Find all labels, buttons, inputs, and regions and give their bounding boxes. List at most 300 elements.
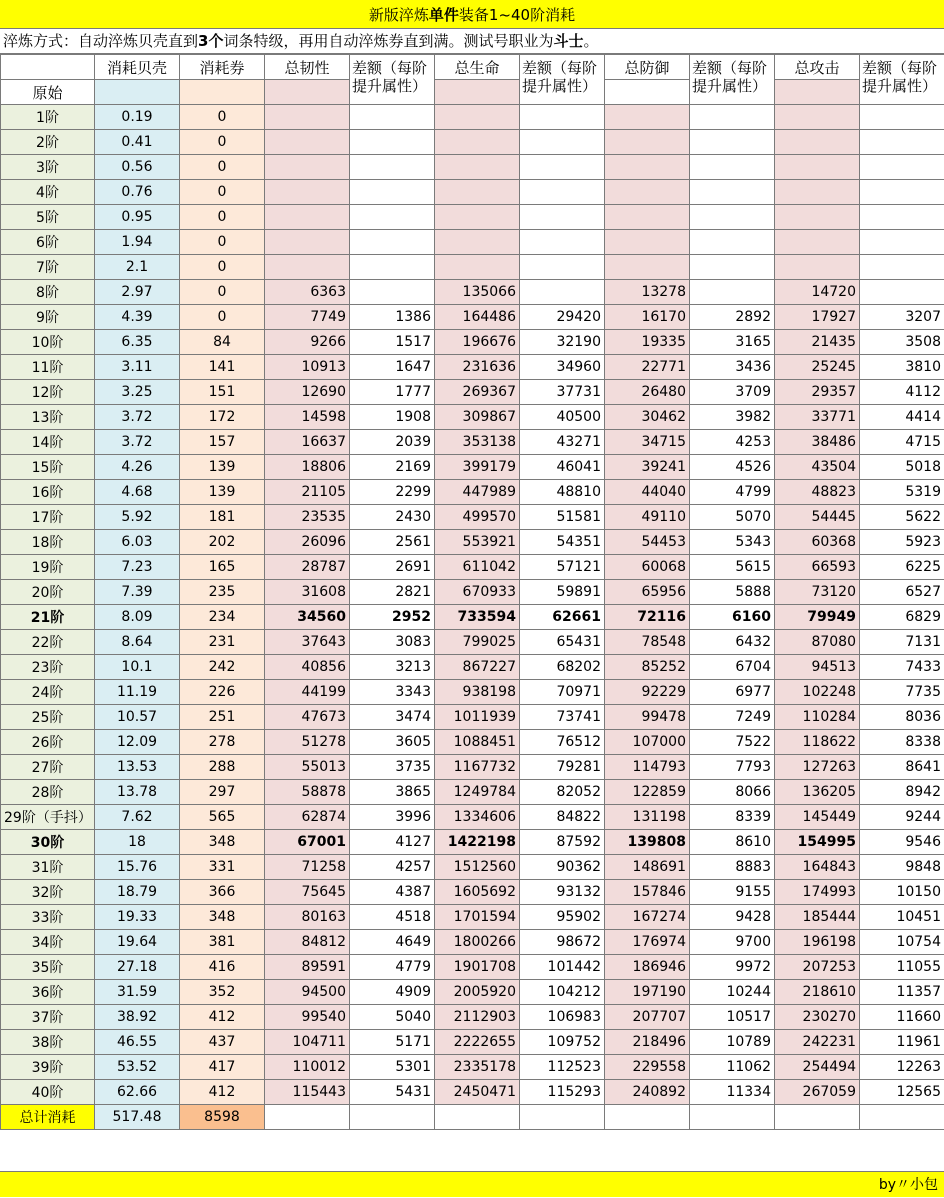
life-cell: 1701594 <box>435 905 520 930</box>
shell-cell: 13.53 <box>95 755 180 780</box>
toughness-cell: 94500 <box>265 980 350 1005</box>
defense-cell: 78548 <box>605 630 690 655</box>
attack-cell: 207253 <box>775 955 860 980</box>
toughness-cell: 6363 <box>265 280 350 305</box>
attack-cell: 174993 <box>775 880 860 905</box>
toughness-diff-cell: 3474 <box>350 705 435 730</box>
life-diff-cell: 32190 <box>520 330 605 355</box>
life-cell: 196676 <box>435 330 520 355</box>
totals-shell: 517.48 <box>95 1105 180 1130</box>
level-cell: 26阶 <box>1 730 95 755</box>
table-row <box>1 330 944 355</box>
level-cell: 19阶 <box>1 555 95 580</box>
defense-diff-cell: 8339 <box>690 805 775 830</box>
defense-diff-cell: 10244 <box>690 980 775 1005</box>
attack-diff-cell: 10451 <box>860 905 944 930</box>
toughness-cell <box>265 205 350 230</box>
level-cell: 39阶 <box>1 1055 95 1080</box>
life-diff-cell: 90362 <box>520 855 605 880</box>
toughness-diff-cell: 5040 <box>350 1005 435 1030</box>
table-row <box>1 580 944 605</box>
defense-cell: 131198 <box>605 805 690 830</box>
life-diff-cell: 46041 <box>520 455 605 480</box>
shell-cell: 27.18 <box>95 955 180 980</box>
defense-diff-cell: 10789 <box>690 1030 775 1055</box>
defense-cell: 240892 <box>605 1080 690 1105</box>
life-diff-cell: 51581 <box>520 505 605 530</box>
toughness-cell <box>265 155 350 180</box>
toughness-diff-cell: 2952 <box>350 605 435 630</box>
toughness-diff-cell <box>350 155 435 180</box>
shell-cell: 4.26 <box>95 455 180 480</box>
defense-cell: 107000 <box>605 730 690 755</box>
attack-cell: 218610 <box>775 980 860 1005</box>
coupon-cell: 235 <box>180 580 265 605</box>
table-row <box>1 605 944 630</box>
attack-cell: 33771 <box>775 405 860 430</box>
life-diff-cell: 93132 <box>520 880 605 905</box>
defense-cell: 148691 <box>605 855 690 880</box>
table-row <box>1 630 944 655</box>
toughness-diff-cell: 1777 <box>350 380 435 405</box>
level-cell: 40阶 <box>1 1080 95 1105</box>
toughness-cell: 58878 <box>265 780 350 805</box>
shell-cell: 0.19 <box>95 105 180 130</box>
level-cell: 14阶 <box>1 430 95 455</box>
toughness-diff-cell: 5171 <box>350 1030 435 1055</box>
toughness-diff-cell <box>350 130 435 155</box>
toughness-diff-cell <box>350 255 435 280</box>
defense-cell: 44040 <box>605 480 690 505</box>
attack-cell: 118622 <box>775 730 860 755</box>
shell-cell: 46.55 <box>95 1030 180 1055</box>
toughness-cell: 55013 <box>265 755 350 780</box>
toughness-cell: 26096 <box>265 530 350 555</box>
attack-cell: 25245 <box>775 355 860 380</box>
coupon-cell: 151 <box>180 380 265 405</box>
toughness-cell <box>265 105 350 130</box>
life-cell: 1512560 <box>435 855 520 880</box>
attack-diff-cell: 10150 <box>860 880 944 905</box>
header-coupon: 消耗券 <box>180 55 265 80</box>
coupon-cell: 0 <box>180 255 265 280</box>
toughness-diff-cell: 1908 <box>350 405 435 430</box>
table-row <box>1 955 944 980</box>
table-row <box>1 1080 944 1105</box>
life-diff-cell: 106983 <box>520 1005 605 1030</box>
life-cell: 867227 <box>435 655 520 680</box>
attack-diff-cell: 12263 <box>860 1055 944 1080</box>
toughness-cell <box>265 230 350 255</box>
coupon-cell: 157 <box>180 430 265 455</box>
shell-cell: 53.52 <box>95 1055 180 1080</box>
attack-diff-cell <box>860 205 944 230</box>
level-cell: 23阶 <box>1 655 95 680</box>
attack-diff-cell: 5319 <box>860 480 944 505</box>
attack-cell: 48823 <box>775 480 860 505</box>
title-suffix: 装备1~40阶消耗 <box>459 4 575 25</box>
defense-diff-cell: 6977 <box>690 680 775 705</box>
level-cell: 34阶 <box>1 930 95 955</box>
life-diff-cell: 82052 <box>520 780 605 805</box>
toughness-cell: 71258 <box>265 855 350 880</box>
life-cell: 799025 <box>435 630 520 655</box>
toughness-diff-cell: 5431 <box>350 1080 435 1105</box>
life-cell: 447989 <box>435 480 520 505</box>
totals-empty-cell <box>350 1105 435 1130</box>
attack-cell <box>775 105 860 130</box>
life-diff-cell: 98672 <box>520 930 605 955</box>
toughness-diff-cell: 1517 <box>350 330 435 355</box>
shell-cell: 1.94 <box>95 230 180 255</box>
life-diff-cell: 62661 <box>520 605 605 630</box>
toughness-cell: 7749 <box>265 305 350 330</box>
table-row <box>1 205 944 230</box>
defense-diff-cell: 9428 <box>690 905 775 930</box>
defense-cell: 176974 <box>605 930 690 955</box>
attack-cell <box>775 180 860 205</box>
defense-cell: 22771 <box>605 355 690 380</box>
attack-diff-cell <box>860 155 944 180</box>
level-cell: 30阶 <box>1 830 95 855</box>
table-row <box>1 255 944 280</box>
defense-diff-cell: 4526 <box>690 455 775 480</box>
attack-cell: 254494 <box>775 1055 860 1080</box>
shell-cell: 19.64 <box>95 930 180 955</box>
attack-cell: 60368 <box>775 530 860 555</box>
defense-cell: 157846 <box>605 880 690 905</box>
defense-cell: 16170 <box>605 305 690 330</box>
defense-diff-cell: 3436 <box>690 355 775 380</box>
toughness-diff-cell: 3996 <box>350 805 435 830</box>
defense-diff-cell: 7793 <box>690 755 775 780</box>
coupon-cell: 366 <box>180 880 265 905</box>
defense-cell <box>605 230 690 255</box>
defense-cell <box>605 105 690 130</box>
toughness-cell: 10913 <box>265 355 350 380</box>
life-cell: 1088451 <box>435 730 520 755</box>
life-diff-cell: 76512 <box>520 730 605 755</box>
attack-cell <box>775 130 860 155</box>
level-cell: 27阶 <box>1 755 95 780</box>
life-diff-cell: 54351 <box>520 530 605 555</box>
life-cell: 2450471 <box>435 1080 520 1105</box>
level-cell: 13阶 <box>1 405 95 430</box>
attack-cell: 79949 <box>775 605 860 630</box>
defense-cell: 186946 <box>605 955 690 980</box>
toughness-diff-cell: 3605 <box>350 730 435 755</box>
attack-diff-cell: 9848 <box>860 855 944 880</box>
level-cell: 10阶 <box>1 330 95 355</box>
life-cell: 1334606 <box>435 805 520 830</box>
life-diff-cell <box>520 155 605 180</box>
table-row <box>1 405 944 430</box>
life-diff-cell: 112523 <box>520 1055 605 1080</box>
defense-diff-cell: 2892 <box>690 305 775 330</box>
level-cell: 22阶 <box>1 630 95 655</box>
shell-cell: 5.92 <box>95 505 180 530</box>
coupon-cell: 139 <box>180 480 265 505</box>
table-row <box>1 705 944 730</box>
toughness-diff-cell: 2430 <box>350 505 435 530</box>
coupon-cell: 348 <box>180 905 265 930</box>
life-diff-cell <box>520 230 605 255</box>
table-row <box>1 830 944 855</box>
shell-cell: 10.1 <box>95 655 180 680</box>
level-cell: 1阶 <box>1 105 95 130</box>
attack-diff-cell: 3508 <box>860 330 944 355</box>
header-blank <box>1 55 95 80</box>
level-cell: 35阶 <box>1 955 95 980</box>
life-cell: 309867 <box>435 405 520 430</box>
attack-diff-cell <box>860 180 944 205</box>
life-diff-cell <box>520 130 605 155</box>
toughness-diff-cell <box>350 230 435 255</box>
attack-diff-cell: 9244 <box>860 805 944 830</box>
sheet-title <box>0 0 944 29</box>
defense-diff-cell: 8883 <box>690 855 775 880</box>
life-cell <box>435 155 520 180</box>
toughness-diff-cell: 3735 <box>350 755 435 780</box>
shell-cell: 0.76 <box>95 180 180 205</box>
coupon-cell: 352 <box>180 980 265 1005</box>
coupon-cell: 412 <box>180 1005 265 1030</box>
life-diff-cell: 115293 <box>520 1080 605 1105</box>
attack-diff-cell <box>860 130 944 155</box>
level-cell: 8阶 <box>1 280 95 305</box>
defense-diff-cell: 8610 <box>690 830 775 855</box>
life-cell: 1011939 <box>435 705 520 730</box>
life-cell: 2005920 <box>435 980 520 1005</box>
life-diff-cell: 73741 <box>520 705 605 730</box>
defense-cell: 49110 <box>605 505 690 530</box>
coupon-cell: 348 <box>180 830 265 855</box>
table-row <box>1 180 944 205</box>
table-row <box>1 930 944 955</box>
original-defense <box>605 80 690 105</box>
header-life-diff: 差额（每阶提升属性） <box>520 55 605 105</box>
totals-empty-cell <box>775 1105 860 1130</box>
attack-cell: 127263 <box>775 755 860 780</box>
toughness-cell: 89591 <box>265 955 350 980</box>
defense-cell: 207707 <box>605 1005 690 1030</box>
toughness-cell: 115443 <box>265 1080 350 1105</box>
attack-cell <box>775 155 860 180</box>
shell-cell: 7.39 <box>95 580 180 605</box>
life-cell <box>435 130 520 155</box>
life-diff-cell: 48810 <box>520 480 605 505</box>
attack-cell: 54445 <box>775 505 860 530</box>
attack-diff-cell: 9546 <box>860 830 944 855</box>
shell-cell: 2.1 <box>95 255 180 280</box>
toughness-cell: 40856 <box>265 655 350 680</box>
toughness-cell: 99540 <box>265 1005 350 1030</box>
defense-diff-cell: 7522 <box>690 730 775 755</box>
life-cell: 1167732 <box>435 755 520 780</box>
coupon-cell: 84 <box>180 330 265 355</box>
defense-diff-cell <box>690 155 775 180</box>
toughness-cell: 31608 <box>265 580 350 605</box>
coupon-cell: 242 <box>180 655 265 680</box>
totals-empty-cell <box>520 1105 605 1130</box>
attack-cell: 230270 <box>775 1005 860 1030</box>
coupon-cell: 141 <box>180 355 265 380</box>
attack-diff-cell: 11357 <box>860 980 944 1005</box>
defense-cell <box>605 180 690 205</box>
level-cell: 31阶 <box>1 855 95 880</box>
defense-diff-cell: 5888 <box>690 580 775 605</box>
attack-diff-cell: 8942 <box>860 780 944 805</box>
life-diff-cell <box>520 105 605 130</box>
defense-cell: 65956 <box>605 580 690 605</box>
attack-diff-cell: 7131 <box>860 630 944 655</box>
defense-diff-cell: 6704 <box>690 655 775 680</box>
table-row <box>1 130 944 155</box>
life-cell: 2112903 <box>435 1005 520 1030</box>
shell-cell: 18.79 <box>95 880 180 905</box>
toughness-diff-cell: 4909 <box>350 980 435 1005</box>
life-cell <box>435 205 520 230</box>
defense-cell: 99478 <box>605 705 690 730</box>
coupon-cell: 437 <box>180 1030 265 1055</box>
defense-cell: 85252 <box>605 655 690 680</box>
toughness-diff-cell <box>350 205 435 230</box>
coupon-cell: 234 <box>180 605 265 630</box>
original-coupon <box>180 80 265 105</box>
defense-cell: 229558 <box>605 1055 690 1080</box>
shell-cell: 2.97 <box>95 280 180 305</box>
header-attack-diff: 差额（每阶提升属性） <box>860 55 944 105</box>
attack-cell: 196198 <box>775 930 860 955</box>
attack-diff-cell: 3207 <box>860 305 944 330</box>
attack-cell: 185444 <box>775 905 860 930</box>
level-cell: 9阶 <box>1 305 95 330</box>
attack-diff-cell: 8641 <box>860 755 944 780</box>
defense-diff-cell: 3709 <box>690 380 775 405</box>
toughness-cell: 9266 <box>265 330 350 355</box>
defense-cell: 72116 <box>605 605 690 630</box>
defense-diff-cell: 10517 <box>690 1005 775 1030</box>
life-cell <box>435 230 520 255</box>
life-cell: 2222655 <box>435 1030 520 1055</box>
defense-diff-cell: 5070 <box>690 505 775 530</box>
coupon-cell: 0 <box>180 205 265 230</box>
toughness-cell: 104711 <box>265 1030 350 1055</box>
coupon-cell: 417 <box>180 1055 265 1080</box>
header-toughness-diff: 差额（每阶提升属性） <box>350 55 435 105</box>
attack-cell: 29357 <box>775 380 860 405</box>
table-row <box>1 555 944 580</box>
toughness-cell: 75645 <box>265 880 350 905</box>
defense-diff-cell: 6432 <box>690 630 775 655</box>
life-cell <box>435 255 520 280</box>
totals-empty-cell <box>435 1105 520 1130</box>
table-row <box>1 230 944 255</box>
toughness-cell: 16637 <box>265 430 350 455</box>
defense-cell: 60068 <box>605 555 690 580</box>
defense-diff-cell: 5615 <box>690 555 775 580</box>
toughness-cell: 37643 <box>265 630 350 655</box>
shell-cell: 12.09 <box>95 730 180 755</box>
attack-diff-cell: 8036 <box>860 705 944 730</box>
level-cell: 6阶 <box>1 230 95 255</box>
attack-cell: 73120 <box>775 580 860 605</box>
life-diff-cell <box>520 255 605 280</box>
totals-coupon: 8598 <box>180 1105 265 1130</box>
attack-cell: 87080 <box>775 630 860 655</box>
life-cell <box>435 105 520 130</box>
method-text-2: 词条特级，再用自动淬炼券直到满。测试号职业为 <box>223 32 553 50</box>
attack-cell: 145449 <box>775 805 860 830</box>
shell-cell: 6.03 <box>95 530 180 555</box>
attack-diff-cell: 6225 <box>860 555 944 580</box>
table-row <box>1 1030 944 1055</box>
shell-cell: 3.72 <box>95 405 180 430</box>
defense-cell: 34715 <box>605 430 690 455</box>
shell-cell: 8.09 <box>95 605 180 630</box>
shell-cell: 3.11 <box>95 355 180 380</box>
shell-cell: 0.41 <box>95 130 180 155</box>
defense-diff-cell: 3165 <box>690 330 775 355</box>
level-cell: 4阶 <box>1 180 95 205</box>
defense-diff-cell <box>690 130 775 155</box>
life-diff-cell: 104212 <box>520 980 605 1005</box>
defense-cell: 54453 <box>605 530 690 555</box>
level-cell: 32阶 <box>1 880 95 905</box>
attack-diff-cell: 11660 <box>860 1005 944 1030</box>
life-cell: 231636 <box>435 355 520 380</box>
toughness-cell: 34560 <box>265 605 350 630</box>
table-row <box>1 980 944 1005</box>
shell-cell: 7.62 <box>95 805 180 830</box>
defense-diff-cell <box>690 205 775 230</box>
defense-diff-cell <box>690 280 775 305</box>
toughness-cell: 21105 <box>265 480 350 505</box>
life-diff-cell: 87592 <box>520 830 605 855</box>
defense-diff-cell: 9972 <box>690 955 775 980</box>
life-cell: 553921 <box>435 530 520 555</box>
header-life: 总生命 <box>435 55 520 80</box>
table-row <box>1 530 944 555</box>
level-cell: 12阶 <box>1 380 95 405</box>
toughness-diff-cell: 2169 <box>350 455 435 480</box>
attack-diff-cell: 6527 <box>860 580 944 605</box>
toughness-cell <box>265 130 350 155</box>
life-diff-cell: 43271 <box>520 430 605 455</box>
life-cell: 611042 <box>435 555 520 580</box>
life-diff-cell: 101442 <box>520 955 605 980</box>
header-shell: 消耗贝壳 <box>95 55 180 80</box>
defense-diff-cell: 8066 <box>690 780 775 805</box>
attack-diff-cell <box>860 280 944 305</box>
table-row <box>1 780 944 805</box>
table-row <box>1 505 944 530</box>
table-row <box>1 730 944 755</box>
attack-cell: 94513 <box>775 655 860 680</box>
table-row <box>1 880 944 905</box>
title-bold: 单件 <box>429 4 459 25</box>
toughness-diff-cell <box>350 280 435 305</box>
coupon-cell: 381 <box>180 930 265 955</box>
toughness-diff-cell: 4649 <box>350 930 435 955</box>
coupon-cell: 412 <box>180 1080 265 1105</box>
shell-cell: 11.19 <box>95 680 180 705</box>
defense-diff-cell: 11062 <box>690 1055 775 1080</box>
header-attack: 总攻击 <box>775 55 860 80</box>
life-diff-cell: 95902 <box>520 905 605 930</box>
toughness-diff-cell: 2299 <box>350 480 435 505</box>
life-diff-cell <box>520 180 605 205</box>
